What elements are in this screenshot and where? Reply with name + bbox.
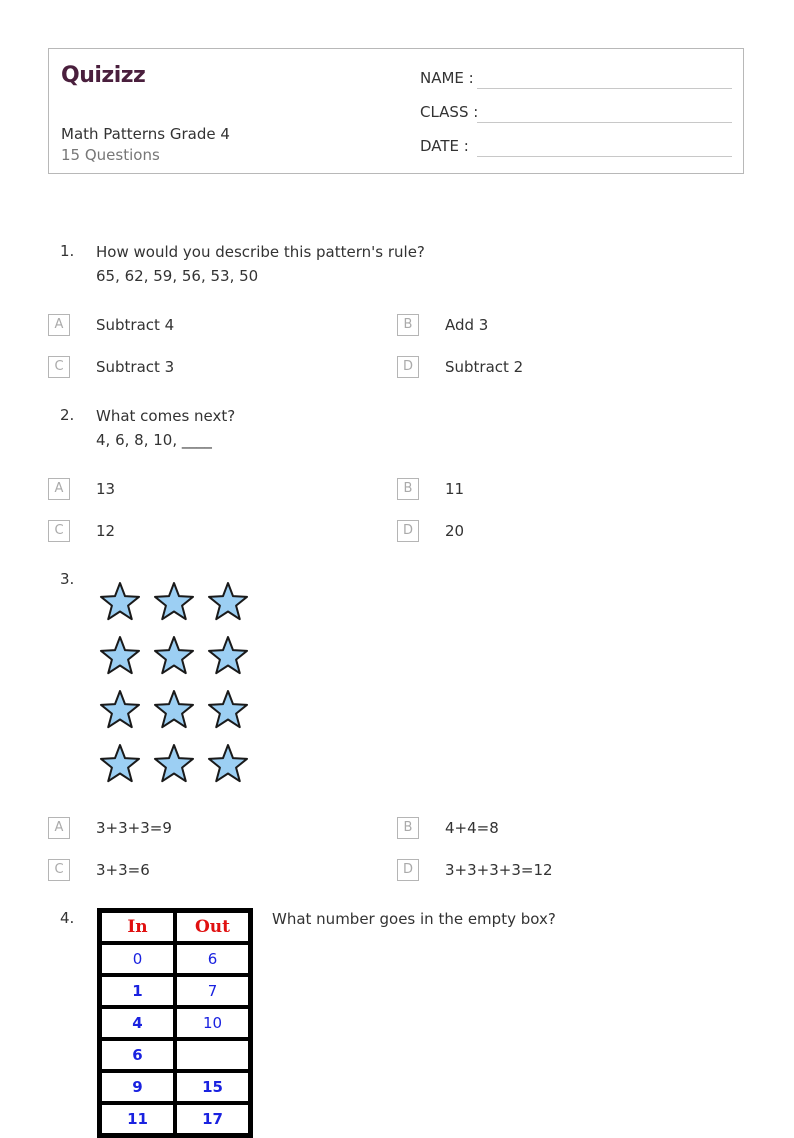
question-count: 15 Questions bbox=[61, 146, 160, 164]
option-text: 4+4=8 bbox=[445, 819, 499, 837]
option-text: 20 bbox=[445, 522, 465, 540]
option-text: 13 bbox=[96, 480, 116, 498]
table-row bbox=[100, 1039, 250, 1071]
option-letter[interactable]: A bbox=[48, 478, 70, 500]
option-letter[interactable]: C bbox=[48, 356, 70, 378]
name-line bbox=[477, 88, 732, 89]
star-icon bbox=[101, 691, 139, 727]
table-cell-out: 17 bbox=[175, 1103, 250, 1135]
table-header-out: Out bbox=[175, 911, 250, 943]
name-label: NAME : bbox=[420, 69, 474, 87]
table-cell-in: 9 bbox=[100, 1071, 175, 1103]
svg-text:Quizizz: Quizizz bbox=[61, 63, 146, 87]
table-cell-in: 1 bbox=[100, 975, 175, 1007]
table-cell-out: 10 bbox=[175, 1007, 250, 1039]
option-text: Subtract 2 bbox=[445, 358, 524, 376]
date-label: DATE : bbox=[420, 137, 469, 155]
table-row bbox=[100, 943, 250, 975]
star-array-image bbox=[96, 578, 258, 790]
question-text: What number goes in the empty box? bbox=[272, 910, 556, 928]
option-letter[interactable]: A bbox=[48, 817, 70, 839]
table-header-in: In bbox=[100, 911, 175, 943]
in-out-table-image bbox=[97, 908, 254, 1128]
option-text: Subtract 4 bbox=[96, 316, 175, 334]
option-text: 3+3+3=9 bbox=[96, 819, 172, 837]
table-cell-in: 0 bbox=[100, 943, 175, 975]
worksheet-title: Math Patterns Grade 4 bbox=[61, 125, 230, 143]
question-number: 3. bbox=[60, 570, 75, 588]
table-cell-in: 4 bbox=[100, 1007, 175, 1039]
star-icon bbox=[155, 745, 193, 781]
in-out-table bbox=[97, 908, 253, 1138]
option-letter[interactable]: B bbox=[397, 817, 419, 839]
star-icon bbox=[101, 637, 139, 673]
question-number: 4. bbox=[60, 909, 75, 927]
table-cell-out-empty bbox=[175, 1039, 250, 1071]
option-letter[interactable]: D bbox=[397, 356, 419, 378]
class-line bbox=[477, 122, 732, 123]
table-cell-in: 11 bbox=[100, 1103, 175, 1135]
question-text: What comes next? bbox=[96, 407, 236, 425]
worksheet-header bbox=[48, 48, 744, 174]
option-text: 3+3=6 bbox=[96, 861, 150, 879]
star-icon bbox=[209, 745, 247, 781]
table-header-row bbox=[100, 911, 250, 943]
table-row bbox=[100, 1007, 250, 1039]
table-cell-out: 15 bbox=[175, 1071, 250, 1103]
star-icon bbox=[209, 691, 247, 727]
table-cell-out: 6 bbox=[175, 943, 250, 975]
option-letter[interactable]: C bbox=[48, 520, 70, 542]
option-letter[interactable]: B bbox=[397, 314, 419, 336]
table-row bbox=[100, 975, 250, 1007]
option-text: 11 bbox=[445, 480, 465, 498]
table-cell-out: 7 bbox=[175, 975, 250, 1007]
option-text: 12 bbox=[96, 522, 116, 540]
option-letter[interactable]: D bbox=[397, 859, 419, 881]
star-icon bbox=[155, 637, 193, 673]
option-text: 3+3+3+3=12 bbox=[445, 861, 553, 879]
option-letter[interactable]: B bbox=[397, 478, 419, 500]
option-text: Subtract 3 bbox=[96, 358, 175, 376]
option-letter[interactable]: C bbox=[48, 859, 70, 881]
star-icon bbox=[209, 637, 247, 673]
class-label: CLASS : bbox=[420, 103, 479, 121]
question-sequence: 65, 62, 59, 56, 53, 50 bbox=[96, 267, 259, 285]
table-row bbox=[100, 1103, 250, 1135]
star-icon bbox=[155, 583, 193, 619]
question-number: 2. bbox=[60, 406, 75, 424]
quizizz-logo bbox=[61, 61, 151, 87]
option-letter[interactable]: D bbox=[397, 520, 419, 542]
option-letter[interactable]: A bbox=[48, 314, 70, 336]
question-text: How would you describe this pattern's rule? bbox=[96, 243, 425, 261]
option-text: Add 3 bbox=[445, 316, 489, 334]
star-icon bbox=[155, 691, 193, 727]
question-sequence: 4, 6, 8, 10, ____ bbox=[96, 431, 212, 449]
table-cell-in: 6 bbox=[100, 1039, 175, 1071]
date-line bbox=[477, 156, 732, 157]
star-icon bbox=[101, 745, 139, 781]
star-icon bbox=[209, 583, 247, 619]
star-icon bbox=[101, 583, 139, 619]
question-number: 1. bbox=[60, 242, 75, 260]
table-row bbox=[100, 1071, 250, 1103]
